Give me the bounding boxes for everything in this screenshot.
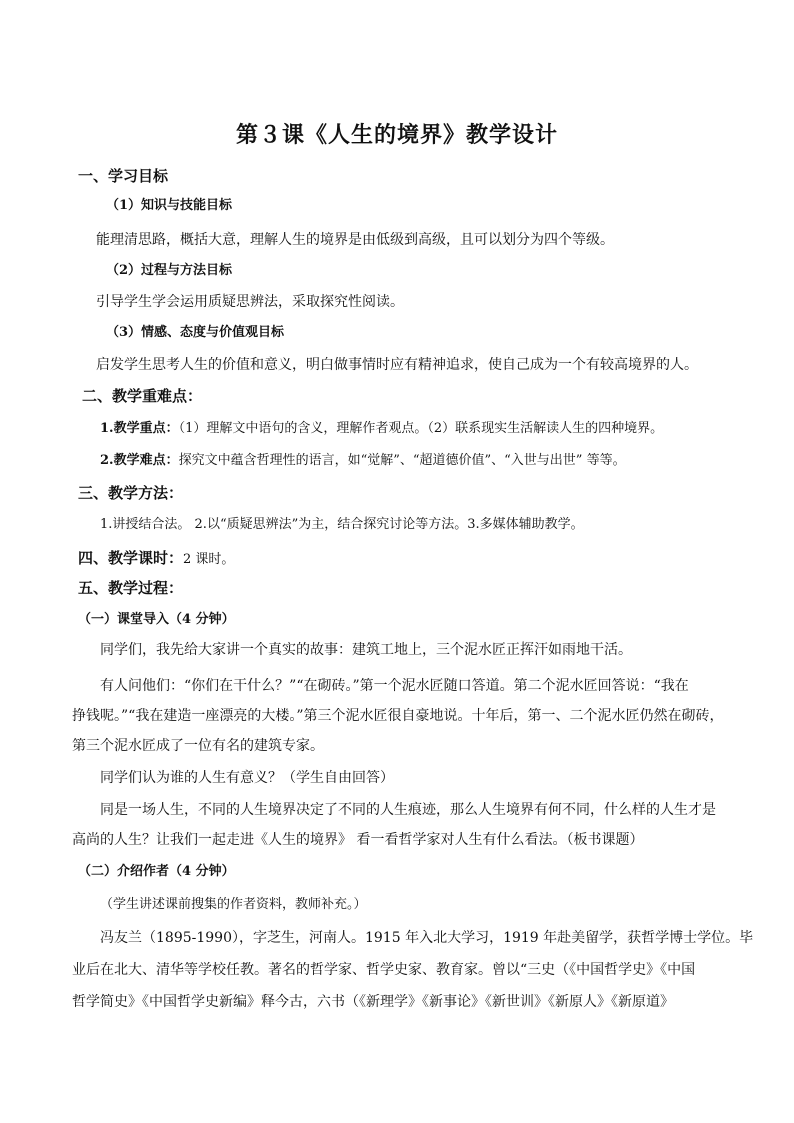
paragraph-process-methods: 引导学生学会运用质疑思辨法，采取探究性阅读。 xyxy=(96,294,404,310)
intro-paragraph-line: 高尚的人生？让我们一起走进《人生的境界》 看一看哲学家对人生有什么看法。（板书课题） xyxy=(72,832,644,848)
subheading-author: （二）介绍作者（4 分钟） xyxy=(78,864,235,879)
section-heading-class-hours: 四、教学课时： xyxy=(78,549,184,567)
difficult-point-label: 2.教学难点： xyxy=(100,453,179,468)
intro-paragraph-line: 同学们，我先给大家讲一个真实的故事：建筑工地上，三个泥水匠正挥汗如雨地干活。 xyxy=(100,642,632,658)
section-heading-key-points: 二、教学重难点： xyxy=(82,387,203,405)
intro-paragraph-line: 有人问他们：“你们在干什么？”“在砌砖。”第一个泥水匠随口答道。第二个泥水匠回答说：“我在 xyxy=(100,678,689,694)
paragraph-key-point xyxy=(0,419,794,439)
key-point-label: 1.教学重点： xyxy=(100,421,179,436)
author-paragraph-line: 哲学简史》《中国哲学史新编》释今古，六书（《新理学》《新事论》《新世训》《新原人》《新原道》 xyxy=(72,994,674,1010)
intro-paragraph-line: 第三个泥水匠成了一位有名的建筑专家。 xyxy=(72,738,324,754)
section-heading-methods: 三、教学方法： xyxy=(78,484,184,502)
author-paragraph-line: 业后在北大、清华等学校任教。著名的哲学家、哲学史家、教育家。曾以“三史（《中国哲学史》《中国 xyxy=(72,962,696,978)
key-point-text: （1）理解文中语句的含义，理解作者观点。（2）联系现实生活解读人生的四种境界。 xyxy=(178,421,664,436)
class-hours-line xyxy=(0,548,794,570)
document-title: 第３课《人生的境界》教学设计 xyxy=(235,122,558,148)
section-heading-process: 五、教学过程： xyxy=(78,579,184,597)
difficult-point-text: 探究文中蕴含哲理性的语言，如“觉解”、“超道德价值”、“入世与出世” 等等。 xyxy=(178,453,626,468)
subheading-introduction: （一）课堂导入（4 分钟） xyxy=(78,612,235,627)
class-hours-value: 2 课时。 xyxy=(183,552,235,567)
author-paragraph-line: （学生讲述课前搜集的作者资料，教师补充。） xyxy=(100,897,367,912)
author-paragraph-line: 冯友兰（1895-1990），字芝生，河南人。1915 年入北大学习，1919 年赴美留学，获哲学博士学位。毕 xyxy=(100,930,754,946)
paragraph-difficult-point xyxy=(0,451,794,471)
intro-paragraph-line: 同学们认为谁的人生有意义？（学生自由回答） xyxy=(100,770,394,786)
section-heading-objectives: 一、学习目标 xyxy=(78,167,169,185)
subheading-emotion-values: （3）情感、态度与价值观目标 xyxy=(106,325,285,340)
paragraph-knowledge-skills: 能理清思路，概括大意，理解人生的境界是由低级到高级，且可以划分为四个等级。 xyxy=(96,232,614,248)
intro-paragraph-line: 同是一场人生，不同的人生境界决定了不同的人生痕迹，那么人生境界有何不同，什么样的人生才是 xyxy=(100,802,716,818)
paragraph-emotion-values: 启发学生思考人生的价值和意义，明白做事情时应有精神追求，使自己成为一个有较高境界的人。 xyxy=(96,357,698,373)
subheading-knowledge-skills: （1）知识与技能目标 xyxy=(106,198,233,213)
subheading-process-methods: （2）过程与方法目标 xyxy=(106,263,233,278)
intro-paragraph-line: 挣钱呢。”“我在建造一座漂亮的大楼。”第三个泥水匠很自豪地说。十年后，第一、二个泥水匠仍然在砌砖， xyxy=(72,708,724,724)
paragraph-methods: 1.讲授结合法。 2.以“质疑思辨法”为主，结合探究讨论等方法。3.多媒体辅助教学。 xyxy=(100,517,584,532)
